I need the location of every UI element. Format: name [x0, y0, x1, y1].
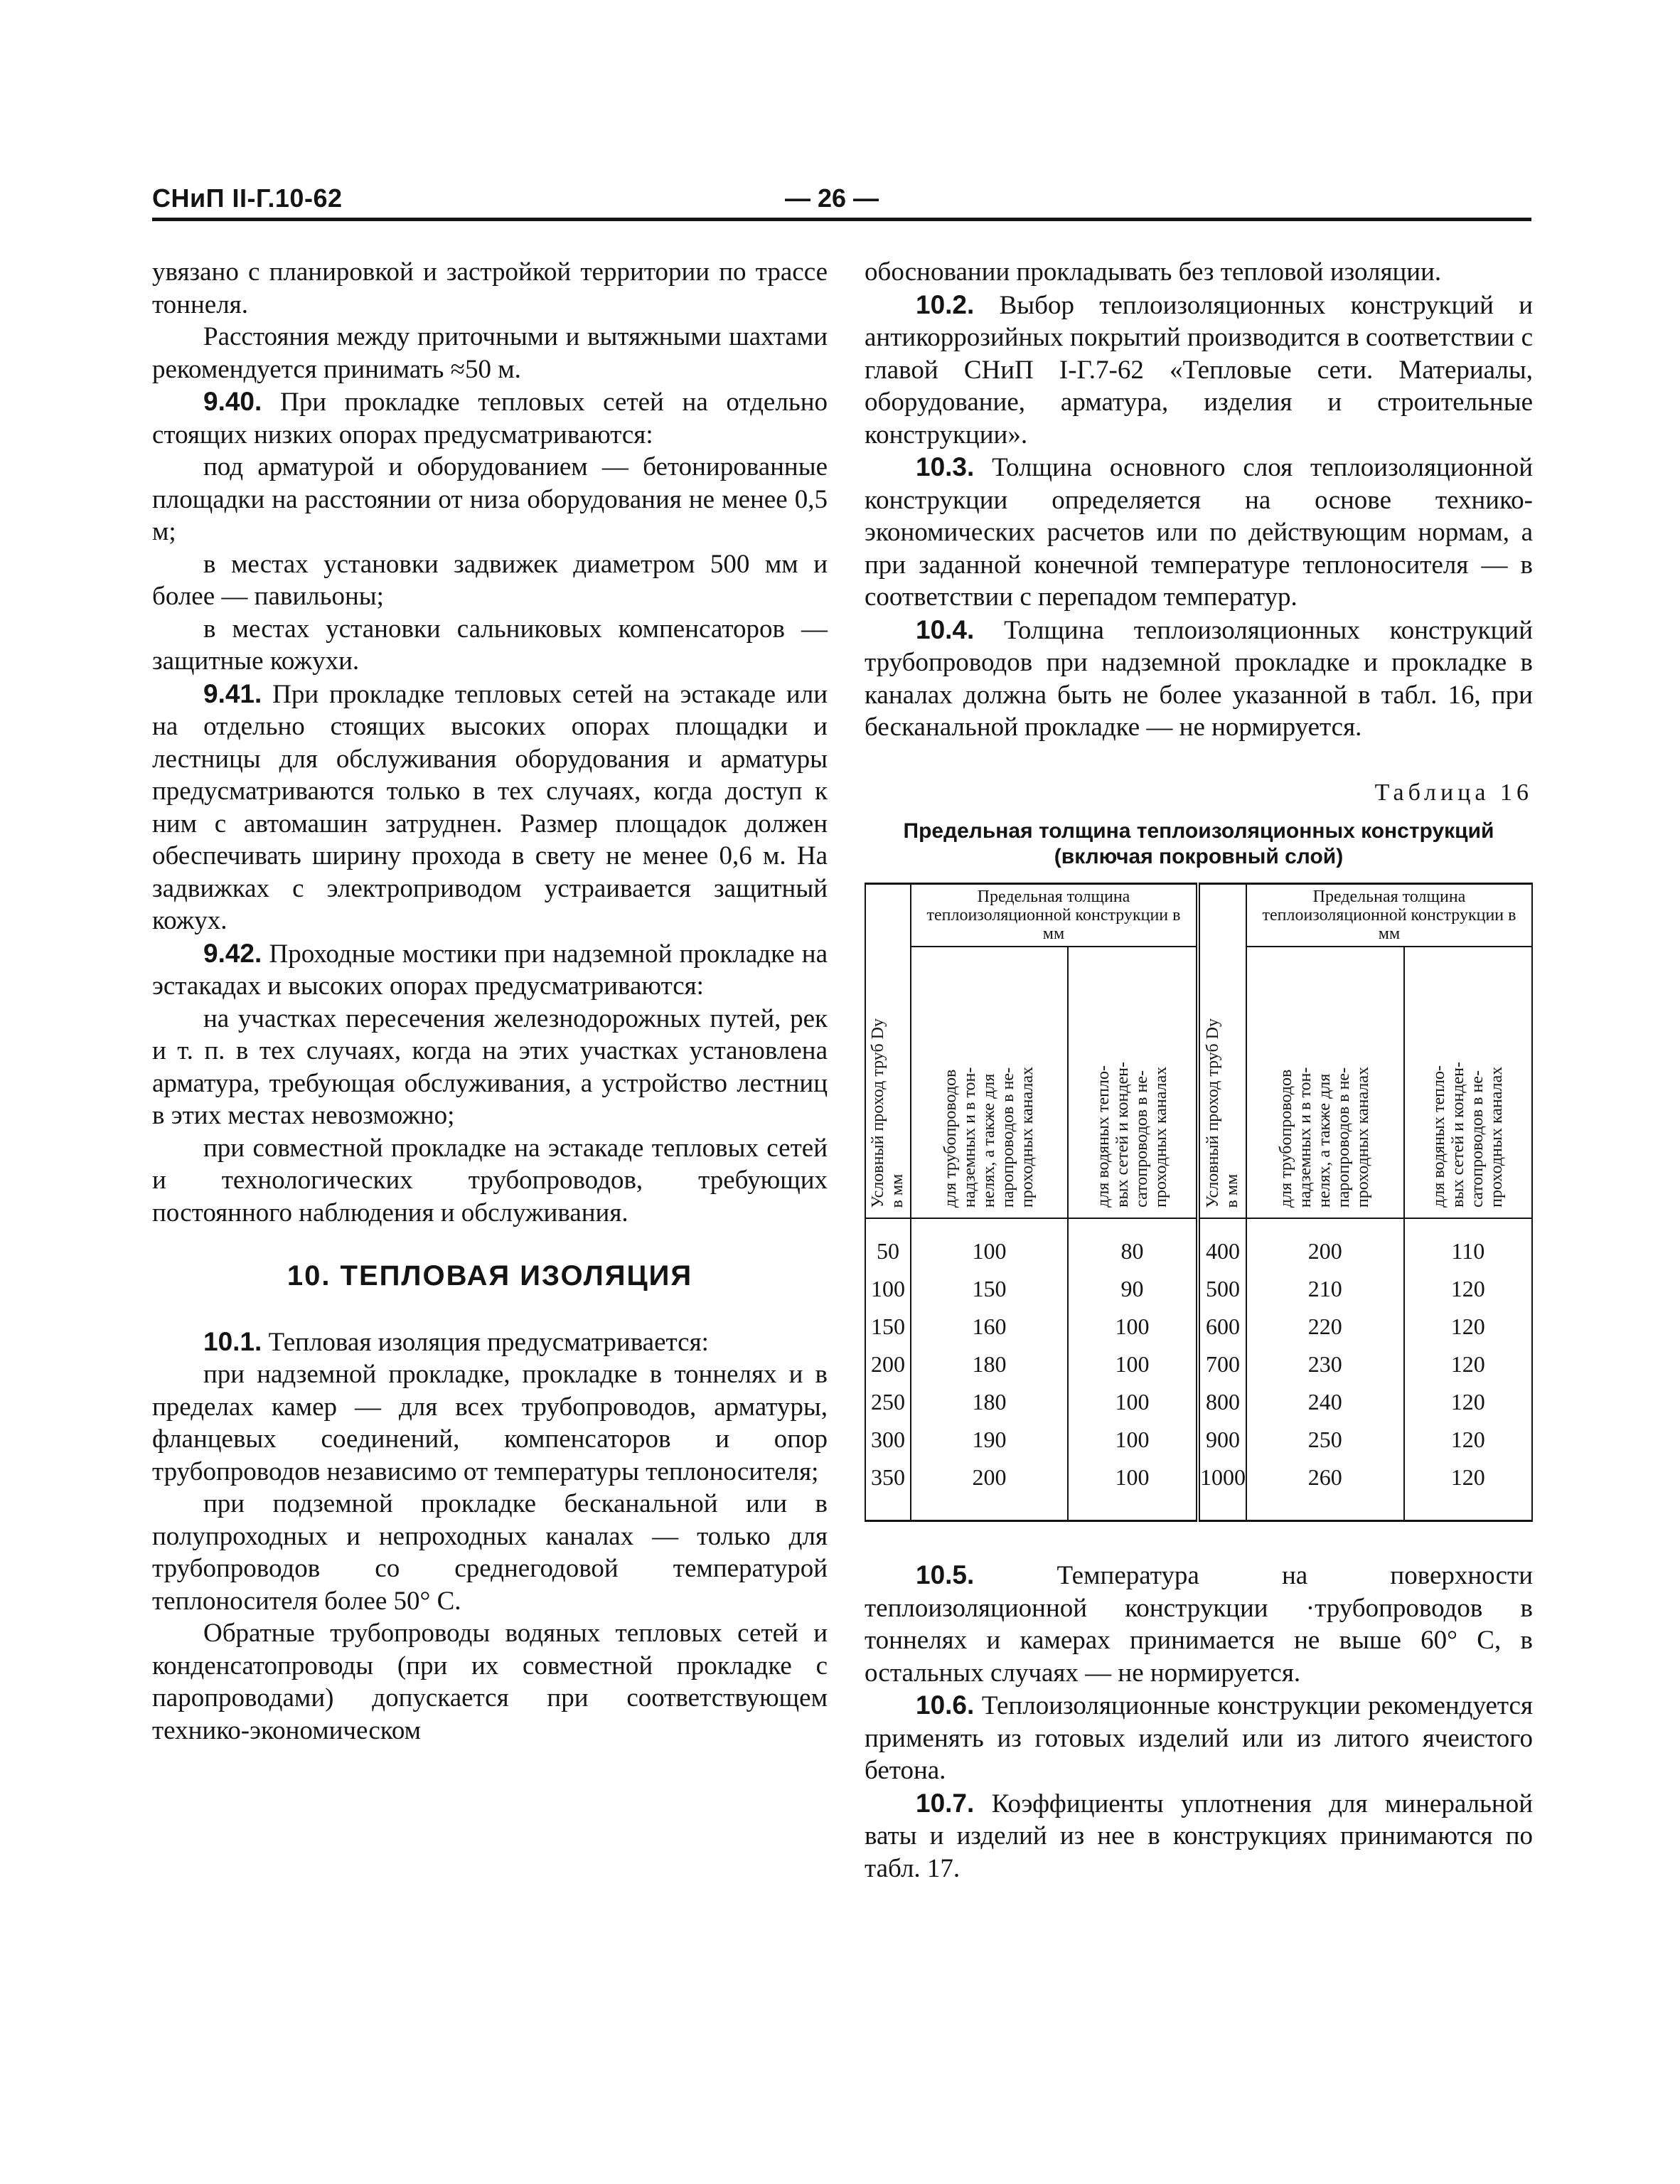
paragraph: при надземной прокладке, прокладке в тоннелях и в пределах камер — для всех трубопроводов, арматуры, фланцевых соединений, компенсаторов и опор трубопроводов независимо от температуры теплоносителя;	[152, 1360, 828, 1486]
table-cell: 900	[1198, 1420, 1246, 1458]
table-number: Таблица 16	[1374, 779, 1533, 806]
table-cell: 210	[1246, 1269, 1404, 1307]
table-cell: 200	[911, 1458, 1068, 1521]
clause-text: Толщина теплоизоляционных конструкций трубопроводов при надземной прокладке и прокладке в каналах должна быть не более указанной в табл. 16, при бесканальной прокладке — не нормируется.	[865, 615, 1533, 742]
table-cell: 500	[1198, 1269, 1246, 1307]
table-cell: 120	[1404, 1458, 1532, 1521]
table-row	[865, 1458, 1532, 1521]
table-cell: 250	[1246, 1420, 1404, 1458]
table-cell: 120	[1404, 1269, 1532, 1307]
table-cell: 100	[1068, 1383, 1198, 1420]
table-cell: 100	[865, 1269, 911, 1307]
right-column	[865, 256, 1533, 1885]
table-caption	[865, 819, 1533, 870]
clause-number: 9.41.	[203, 678, 262, 708]
clause-number: 10.4.	[916, 614, 975, 644]
table-row	[865, 1218, 1532, 1269]
clause-number: 10.2.	[916, 289, 975, 319]
clause-text: При прокладке тепловых сетей на эстакаде или на отдельно стоящих высоких опорах площадки и лестницы для обслуживания оборудования и арматуры предусматриваются только в тех случаях, когда доступ к ним с автомашин затруднен. Размер площадок должен обеспечивать ширину прохода в свету не менее 0,6 м. На задвижках с электроприводом устраивается защитный кожух.	[152, 679, 828, 935]
table-cell: 350	[865, 1458, 911, 1521]
paragraph: обосновании прокладывать без тепловой изоляции.	[865, 257, 1442, 287]
table-cell: 150	[911, 1269, 1068, 1307]
table-cell: 150	[865, 1307, 911, 1345]
table-cell: 300	[865, 1420, 911, 1458]
header-dy-right: Условный проход труб Dу в мм	[1198, 884, 1246, 1219]
header-group-left: Предельная толщина теплоизоляционной конструкции в мм	[911, 884, 1198, 947]
clause-text: Температура на поверхности теплоизоляционной конструкции ·трубопроводов в тоннелях и камерах принимается не выше 60° С, в остальных случаях — не нормируется.	[865, 1561, 1533, 1688]
table-body	[865, 1218, 1532, 1521]
table-16	[865, 883, 1533, 1522]
paragraph: Обратные трубопроводы водяных тепловых сетей и конденсатопроводы (при их совместной прокладке с паропроводами) допускается при соответствующем технико-экономическом	[152, 1619, 828, 1745]
table-caption-line1: Предельная толщина теплоизоляционных конструкций	[903, 819, 1494, 843]
clause-text: Теплоизоляционные конструкции рекомендуется применять из готовых изделий или из литого ячеистого бетона.	[865, 1691, 1533, 1785]
table-cell: 200	[1246, 1218, 1404, 1269]
page-header	[152, 183, 1531, 219]
table-caption-line2: (включая покровный слой)	[1054, 845, 1344, 868]
header-steam-left: для трубопроводов надземных и в тон- нелях, а также для паропроводов в не- проходных каналах	[911, 947, 1068, 1218]
section-title: 10. ТЕПЛОВАЯ ИЗОЛЯЦИЯ	[287, 1260, 693, 1291]
clause-10-3	[865, 451, 1533, 614]
table-row	[865, 1345, 1532, 1383]
clause-text: Толщина основного слоя теплоизоляционной конструкции определяется на основе технико-экономических расчетов или по действующим нормам, а при заданной конечной температуре теплоносителя — в соответствии с перепадом температур.	[865, 453, 1534, 612]
paragraph: в местах установки задвижек диаметром 500 мм и более — павильоны;	[152, 549, 828, 611]
table-cell: 120	[1404, 1383, 1532, 1420]
table-cell: 200	[865, 1345, 911, 1383]
header-water-right: для водяных тепло- вых сетей и конден- сатопроводов в не- проходных каналах	[1404, 947, 1532, 1218]
table-cell: 190	[911, 1420, 1068, 1458]
table-cell: 220	[1246, 1307, 1404, 1345]
table-cell: 100	[1068, 1307, 1198, 1345]
header-rule	[152, 218, 1531, 221]
paragraph: при совместной прокладке на эстакаде тепловых сетей и технологических трубопроводов, требующих постоянного наблюдения и обслуживания.	[152, 1133, 828, 1227]
table-cell: 600	[1198, 1307, 1246, 1345]
table-cell: 110	[1404, 1218, 1532, 1269]
clause-text: При прокладке тепловых сетей на отдельно стоящих низких опорах предусматриваются:	[152, 388, 828, 449]
clause-10-1	[152, 1326, 828, 1359]
clause-number: 10.1.	[203, 1326, 262, 1356]
table-cell: 260	[1246, 1458, 1404, 1521]
paragraph: на участках пересечения железнодорожных путей, рек и т. п. в тех случаях, когда на этих участках установлена арматура, требующая обслуживания, а устройство лестниц в этих местах невозможно;	[152, 1003, 828, 1130]
document-code: СНиП II-Г.10-62	[152, 183, 343, 213]
paragraph: Расстояния между приточными и вытяжными шахтами рекомендуется принимать ≈50 м.	[152, 322, 828, 384]
table-row	[865, 1269, 1532, 1307]
table-cell: 230	[1246, 1345, 1404, 1383]
table-cell: 120	[1404, 1307, 1532, 1345]
header-group-right: Предельная толщина теплоизоляционной конструкции в мм	[1246, 884, 1532, 947]
table-cell: 180	[911, 1345, 1068, 1383]
clause-text: Тепловая изоляция предусматривается:	[268, 1327, 709, 1357]
clause-number: 10.7.	[916, 1788, 975, 1818]
clause-text: Проходные мостики при надземной прокладке на эстакадах и высоких опорах предусматриваются:	[152, 939, 828, 1001]
clause-9-42	[152, 937, 828, 1003]
table-cell: 90	[1068, 1269, 1198, 1307]
clause-9-41	[152, 678, 828, 937]
clause-text: Коэффициенты уплотнения для минеральной ваты и изделий из нее в конструкциях принимаются по табл. 17.	[865, 1789, 1534, 1883]
table-cell: 250	[865, 1383, 911, 1420]
paragraph: увязано с планировкой и застройкой территории по трассе тоннеля.	[152, 257, 828, 319]
table-cell: 160	[911, 1307, 1068, 1345]
table-cell: 1000	[1198, 1458, 1246, 1521]
clause-number: 10.3.	[916, 452, 975, 481]
clause-10-2	[865, 289, 1533, 452]
table-cell: 700	[1198, 1345, 1246, 1383]
table-cell: 180	[911, 1383, 1068, 1420]
table-cell: 120	[1404, 1345, 1532, 1383]
table-cell: 120	[1404, 1420, 1532, 1458]
page-number: — 26 —	[785, 183, 879, 213]
clause-9-40	[152, 385, 828, 451]
clause-number: 9.40.	[203, 387, 262, 416]
left-column	[152, 256, 828, 1747]
table-row	[865, 1420, 1532, 1458]
paragraph: под арматурой и оборудованием — бетонированные площадки на расстоянии от низа оборудования не менее 0,5 м;	[152, 452, 828, 546]
table-cell: 400	[1198, 1218, 1246, 1269]
clause-number: 10.5.	[916, 1560, 975, 1589]
clause-number: 9.42.	[203, 938, 262, 968]
table-row	[865, 1307, 1532, 1345]
clause-10-6	[865, 1689, 1533, 1787]
paragraph: в местах установки сальниковых компенсаторов — защитные кожухи.	[152, 614, 828, 676]
table-cell: 800	[1198, 1383, 1246, 1420]
clause-10-7	[865, 1787, 1533, 1885]
clause-number: 10.6.	[916, 1690, 975, 1720]
clause-10-4	[865, 614, 1533, 744]
table-cell: 100	[911, 1218, 1068, 1269]
table-cell: 240	[1246, 1383, 1404, 1420]
table-cell: 50	[865, 1218, 911, 1269]
header-steam-right: для трубопроводов надземных и в тон- нелях, а также для паропроводов в не- проходных каналах	[1246, 947, 1404, 1218]
table-cell: 100	[1068, 1345, 1198, 1383]
clause-10-5	[865, 1559, 1533, 1689]
clause-text: Выбор теплоизоляционных конструкций и антикоррозийных покрытий производится в соответствии с главой СНиП I-Г.7-62 «Тепловые сети. Материалы, оборудование, арматура, изделия и строительные конструкции».	[865, 290, 1534, 449]
table-cell: 100	[1068, 1458, 1198, 1521]
table-cell: 80	[1068, 1218, 1198, 1269]
header-dy-left: Условный проход труб Dу в мм	[865, 884, 911, 1219]
header-water-left: для водяных тепло- вых сетей и конден- сатопроводов в не- проходных каналах	[1068, 947, 1198, 1218]
paragraph: при подземной прокладке бесканальной или в полупроходных и непроходных каналах — только для трубопроводов со среднегодовой температурой теплоносителя более 50° С.	[152, 1489, 828, 1616]
table-cell: 100	[1068, 1420, 1198, 1458]
table-row	[865, 1383, 1532, 1420]
